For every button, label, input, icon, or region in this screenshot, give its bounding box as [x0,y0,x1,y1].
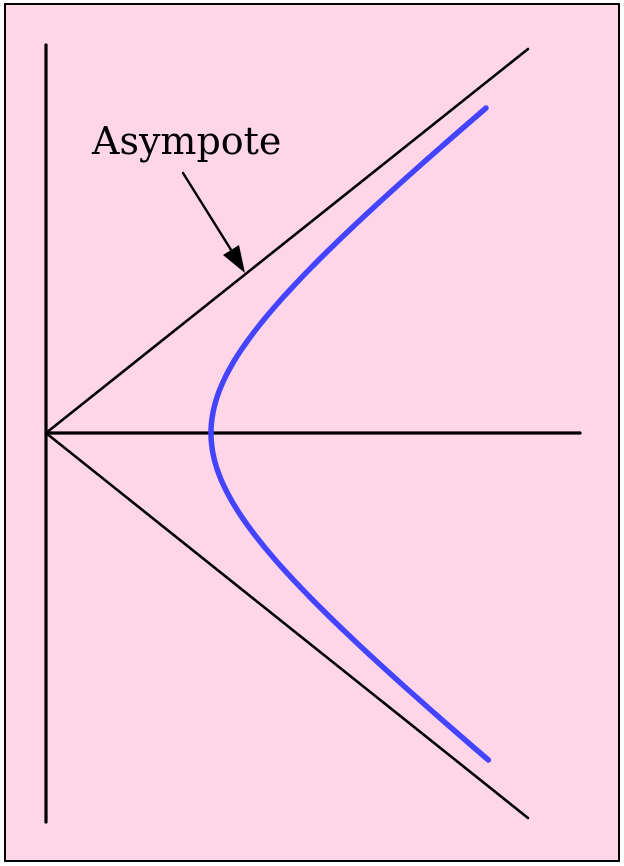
asymptote-label: Asympote [92,119,282,163]
